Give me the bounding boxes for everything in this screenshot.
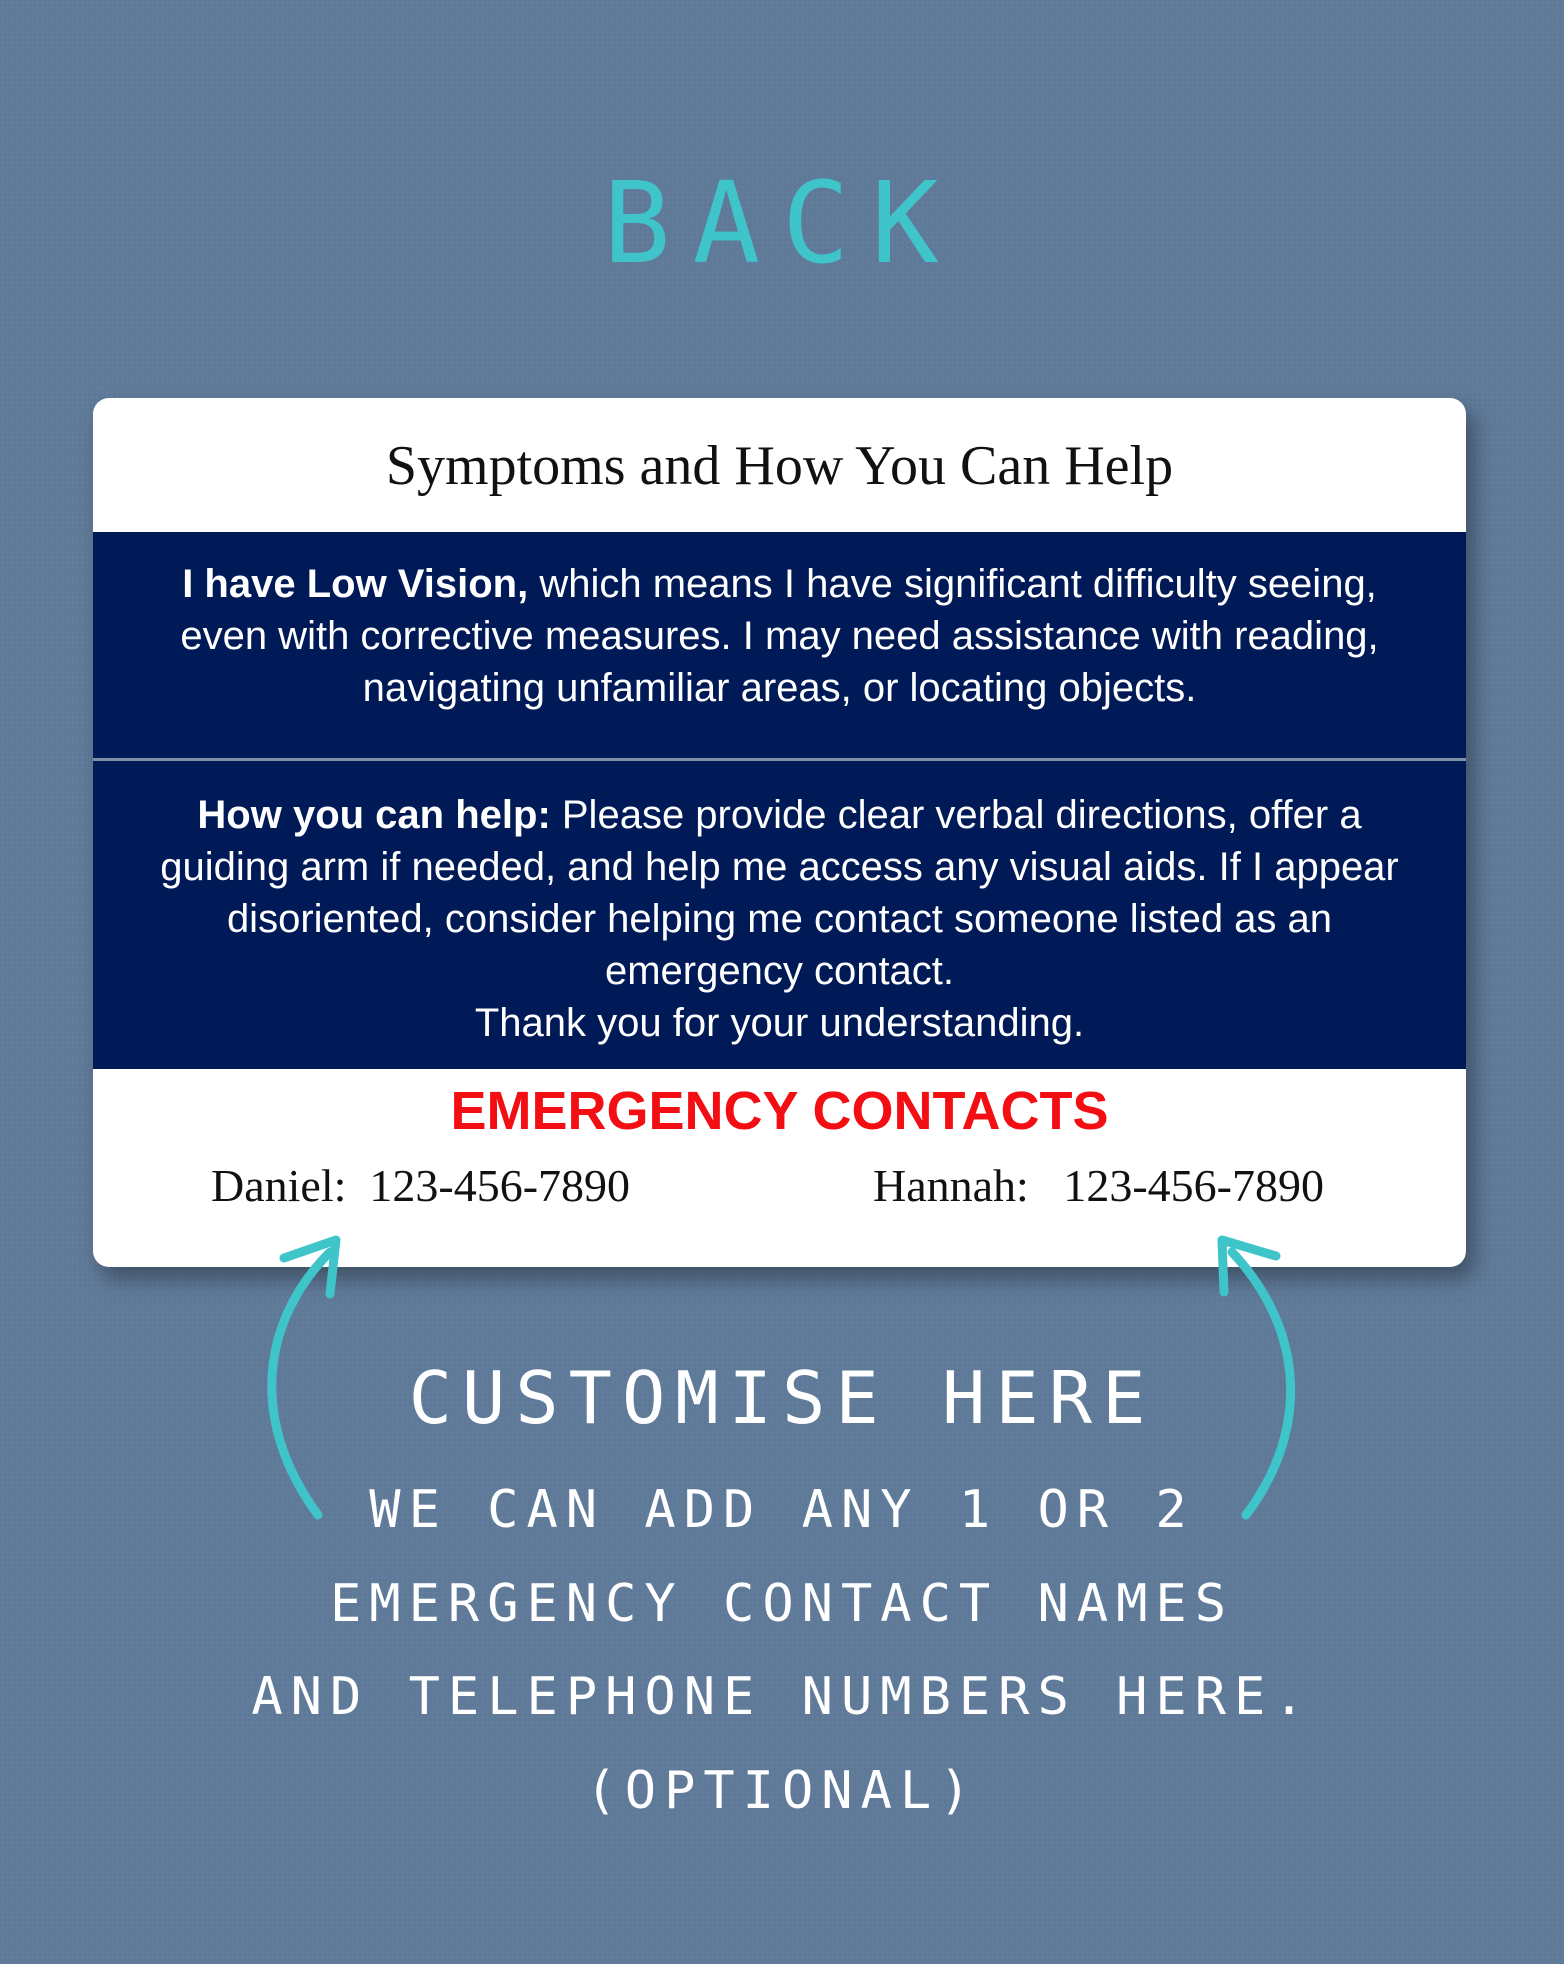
help-bold: How you can help: — [197, 793, 551, 837]
emergency-contacts-heading: EMERGENCY CONTACTS — [450, 1081, 1109, 1141]
contact-1-phone: 123-456-7890 — [369, 1160, 631, 1211]
customise-title: CUSTOMISE HERE — [408, 1356, 1156, 1440]
contact-1-name: Daniel: — [211, 1160, 347, 1211]
customise-line-3: AND TELEPHONE NUMBERS HERE. — [251, 1667, 1313, 1727]
customise-line-1: WE CAN ADD ANY 1 OR 2 — [369, 1480, 1195, 1540]
customise-line-2: EMERGENCY CONTACT NAMES — [329, 1574, 1235, 1634]
contact-2-name: Hannah: — [873, 1160, 1029, 1211]
condition-bold: I have Low Vision, — [182, 562, 529, 606]
card-title: Symptoms and How You Can Help — [385, 435, 1174, 497]
page-heading: BACK — [603, 159, 961, 289]
help-text: Please provide clear verbal directions, offer a guiding arm if needed, and help me access any visual aids. If I appear disoriented, consider helping me contact someone listed as an emergency contact. — [160, 793, 1399, 993]
customise-line-4: (OPTIONAL) — [585, 1761, 979, 1821]
contact-2-phone: 123-456-7890 — [1063, 1160, 1324, 1211]
condition-text: which means I have significant difficulty seeing, even with corrective measures. I may need assistance with reading, navigating unfamiliar areas, or locating objects. — [180, 562, 1379, 710]
thanks-text: Thank you for your understanding. — [474, 1001, 1085, 1045]
